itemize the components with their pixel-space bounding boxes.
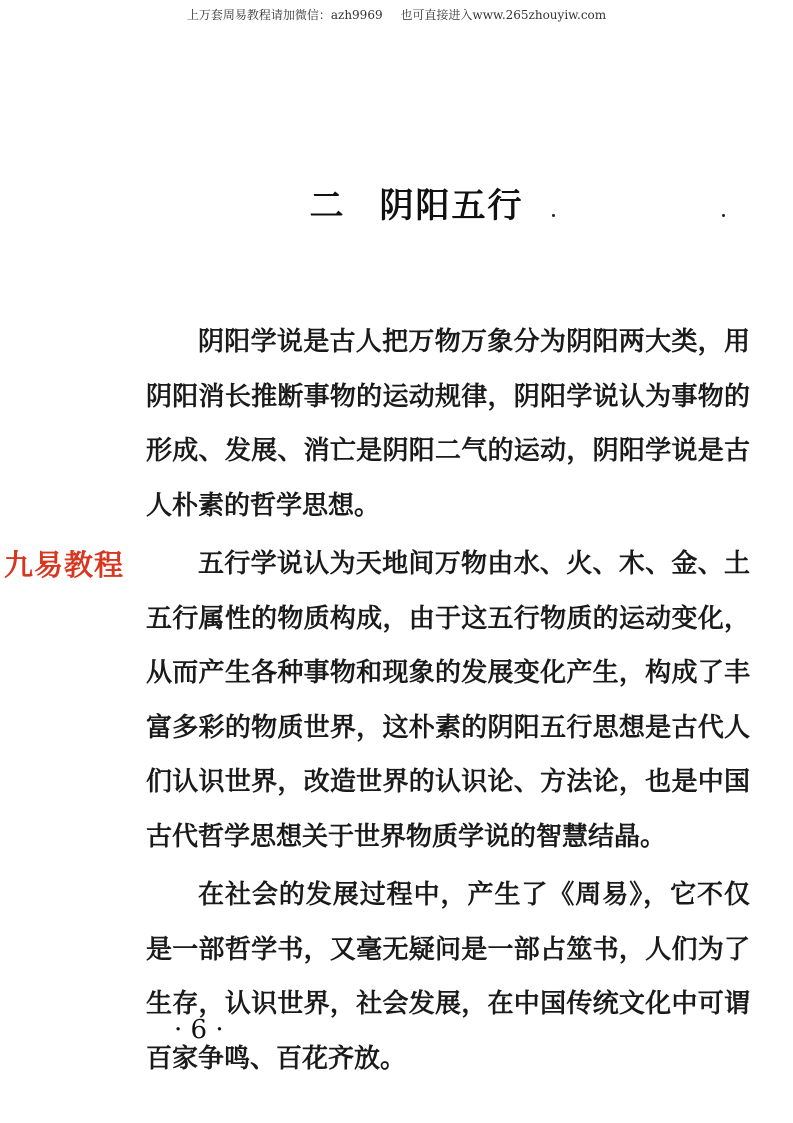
body-text — [146, 315, 750, 1090]
paragraph-five-elements: 五行学说认为天地间万物由水、火、木、金、土五行属性的物质构成，由于这五行物质的运动变化，从而产生各种事物和现象的发展变化产生，构成了丰富多彩的物质世界，这朴素的阴阳五行思想是古代人们认识世界，改造世界的认识论、方法论，也是中国古代哲学思想关于世界物质学说的智慧结晶。 — [146, 549, 750, 852]
chapter-title — [0, 178, 793, 227]
scan-speck — [552, 214, 555, 217]
page-number: · 6 · — [174, 1015, 224, 1045]
scan-speck — [722, 214, 725, 217]
paragraph-yin-yang: 阴阳学说是古人把万物万象分为阴阳两大类，用阴阳消长推断事物的运动规律，阴阳学说认为事物的形成、发展、消亡是阴阳二气的运动，阴阳学说是古人朴素的哲学思想。 — [146, 327, 750, 521]
paragraph-zhouyi: 在社会的发展过程中，产生了《周易》，它不仅是一部哲学书，又毫无疑问是一部占筮书，人们为了生存，认识世界，社会发展，在中国传统文化中可谓百家争鸣、百花齐放。 — [146, 880, 750, 1074]
header-site-text: 也可直接进入www.265zhouyiw.com — [400, 8, 607, 22]
chapter-number: 二 — [309, 186, 346, 226]
chapter-title-text: 阴阳五行 — [379, 186, 524, 226]
header-contact-text: 上万套周易教程请加微信：azh9969 — [186, 8, 383, 22]
page-header — [0, 6, 793, 23]
watermark-logo: 九易教程 — [4, 548, 125, 582]
